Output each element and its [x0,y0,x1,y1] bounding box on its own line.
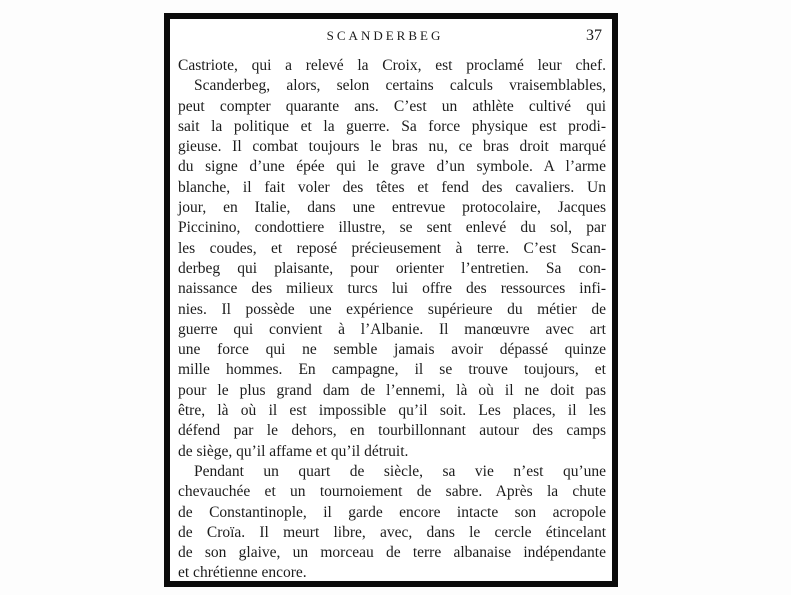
text-line: et chrétienne encore. [178,564,307,582]
page-body [178,56,606,584]
text-line: pour le plus grand dam de l’ennemi, là où il ne doit pas [178,381,606,399]
text-line: du signe d’une épée qui le grave d’un symbole. A l’arme [178,158,606,176]
text-line: sait la politique et la guerre. Sa force physique est prodi- [178,117,606,135]
text-line: jour, en Italie, dans une entrevue protocolaire, Jacques [178,199,606,217]
text-line: Piccinino, condottiere illustre, se sent enlevé du sol, par [178,219,606,237]
text-line: de siège, qu’il affame et qu’il détruit. [178,442,409,460]
text-line: défend par le dehors, en tourbillonnant autour des camps [178,422,606,440]
text-line: Scanderbeg, alors, selon certains calculs vraisemblables, [194,77,606,95]
text-line: peut compter quarante ans. C’est un athlète cultivé qui [178,97,606,115]
text-line: de son glaive, un morceau de terre albanaise indépendante [178,544,606,562]
text-line: une force qui ne semble jamais avoir dépassé quinze [178,341,606,359]
text-line: naissance des milieux turcs lui offre des ressources infi- [178,280,606,298]
text-line: Pendant un quart de siècle, sa vie n’est qu’une [194,462,606,480]
text-line: de Constantinople, il garde encore intacte son acropole [178,503,606,521]
book-page [164,13,618,587]
text-line: nies. Il possède une expérience supérieure du métier de [178,300,606,318]
text-line: mille hommes. En campagne, il se trouve toujours, et [178,361,606,379]
text-line: de Croïa. Il meurt libre, avec, dans le cercle étincelant [178,523,606,541]
text-line: blanche, il fait voler des têtes et fend des cavaliers. Un [178,178,606,196]
page-number: 37 [586,27,602,44]
text-line: Castriote, qui a relevé la Croix, est proclamé leur chef. [178,57,606,74]
running-title: SCANDERBEG [326,28,444,43]
text-line: gieuse. Il combat toujours le bras nu, ce bras droit marqué [178,138,606,156]
text-line: guerre qui convient à l’Albanie. Il manœuvre avec art [178,320,606,338]
page-header [178,28,606,45]
text-line: être, là où il est impossible qu’il soit. Les places, il les [178,402,606,420]
text-line: les coudes, et reposé précieusement à terre. C’est Scan- [178,239,606,257]
text-line: derbeg qui plaisante, pour orienter l’entretien. Sa con- [178,259,606,277]
text-line: chevauchée et un tournoiement de sabre. Après la chute [178,483,606,501]
